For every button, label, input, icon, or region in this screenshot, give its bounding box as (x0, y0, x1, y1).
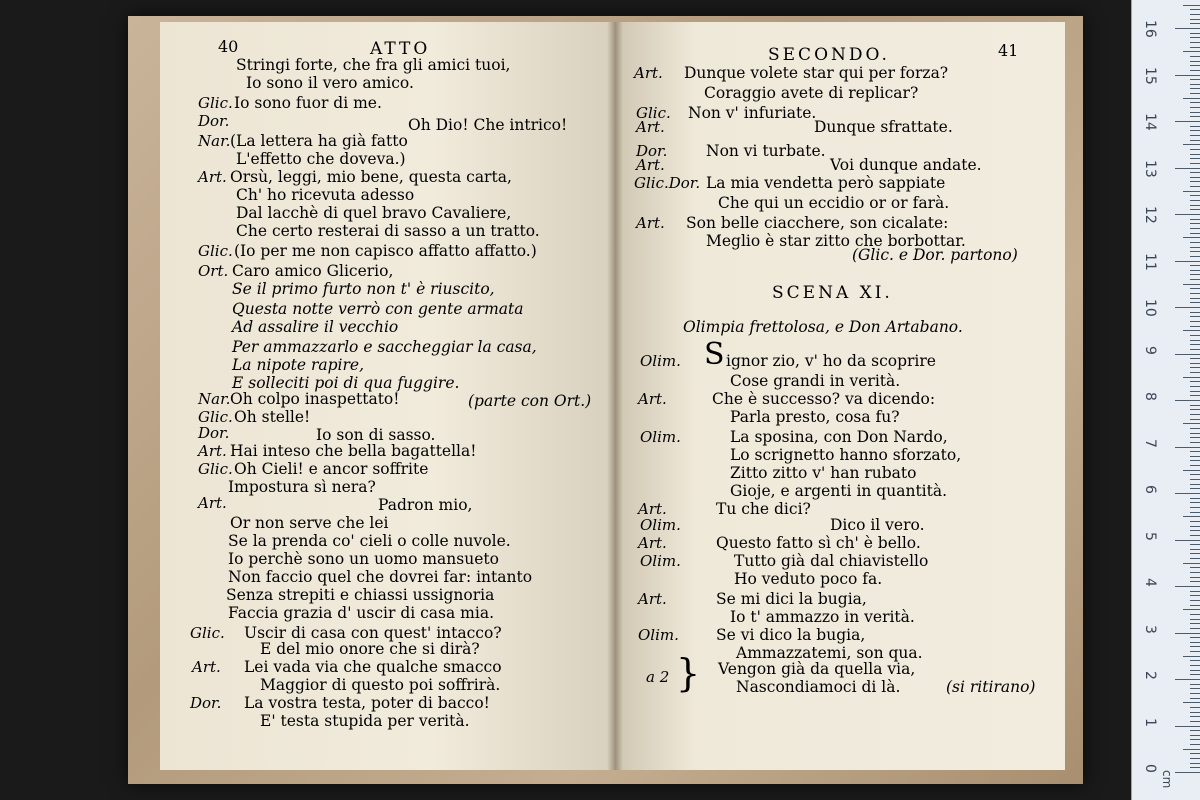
ruler-tick (1190, 23, 1200, 24)
scene-line-speaker: Olim. (640, 516, 681, 534)
ruler-tick (1190, 312, 1200, 313)
scene-line-text: Ammazzatemi, son qua. (736, 644, 923, 662)
left-line-text: Stringi forte, che fra gli amici tuoi, (236, 56, 511, 74)
ruler-tick (1175, 261, 1200, 262)
ruler-tick (1190, 228, 1200, 229)
ruler-tick (1190, 9, 1200, 10)
left-line-text: La vostra testa, poter di bacco! (244, 694, 490, 712)
ruler-tick (1190, 684, 1200, 685)
ruler-tick (1175, 447, 1200, 448)
scene-line-text: Che è successo? va dicendo: (712, 390, 936, 408)
ruler-tick (1190, 302, 1200, 303)
ruler-tick (1190, 526, 1200, 527)
ruler-tick (1190, 642, 1200, 643)
ruler-number: 11 (1142, 252, 1158, 271)
ruler-tick (1190, 372, 1200, 373)
ruler-tick (1190, 670, 1200, 671)
ruler-tick (1190, 293, 1200, 294)
ruler-tick (1175, 540, 1200, 541)
left-page-number: 40 (218, 37, 239, 56)
left-line-text: Uscir di casa con quest' intacco? (244, 624, 502, 642)
ruler-number: 12 (1142, 206, 1158, 224)
ruler-tick (1190, 158, 1200, 159)
scene-line-speaker: Art. (638, 390, 667, 408)
ruler-tick (1190, 507, 1200, 508)
ruler-number: 15 (1142, 66, 1158, 85)
ruler-tick (1190, 591, 1200, 592)
ruler-tick (1190, 549, 1200, 550)
left-line-text: Dal lacchè di quel bravo Cavaliere, (236, 204, 512, 222)
ruler-tick (1190, 84, 1200, 85)
right-line-speaker: Art. (636, 156, 665, 174)
scene-line-speaker: a 2 (646, 668, 670, 686)
ruler-tick (1190, 149, 1200, 150)
ruler-tick (1190, 721, 1200, 722)
left-line-text: Io perchè sono un uomo mansueto (228, 550, 499, 568)
ruler-tick (1183, 563, 1200, 564)
left-line-text: Senza strepiti e chiassi ussignoria (226, 586, 495, 604)
ruler-tick (1183, 516, 1200, 517)
left-line-text: Maggior di questo poi soffrirà. (260, 676, 501, 694)
ruler-tick (1190, 33, 1200, 34)
ruler-tick (1190, 265, 1200, 266)
left-line-text: Oh colpo inaspettato! (230, 390, 400, 408)
ruler-tick (1175, 28, 1200, 29)
ruler-tick (1190, 140, 1200, 141)
ruler-tick (1175, 633, 1200, 634)
scene-line-text: Tutto già dal chiavistello (734, 552, 929, 570)
left-line-text: Caro amico Glicerio, (232, 262, 394, 280)
scene-title: SCENA XI. (772, 283, 893, 303)
ruler-tick (1190, 181, 1200, 182)
scene-line-speaker: Olim. (640, 352, 681, 370)
right-line-text: Non vi turbate. (706, 142, 826, 160)
left-line-text: La nipote rapire, (232, 356, 365, 374)
ruler-tick (1183, 423, 1200, 424)
scene-line-text: Se mi dici la bugia, (716, 590, 867, 608)
left-line-text: Io sono il vero amico. (246, 74, 414, 92)
ruler-tick (1190, 558, 1200, 559)
ruler-tick (1190, 456, 1200, 457)
left-line-text: Oh Cieli! e ancor soffrite (234, 460, 429, 478)
ruler-tick (1190, 553, 1200, 554)
ruler-tick (1190, 535, 1200, 536)
ruler-tick (1190, 395, 1200, 396)
right-line-text: Dunque volete star qui per forza? (684, 64, 949, 82)
ruler-tick (1175, 679, 1200, 680)
ruler-tick (1190, 116, 1200, 117)
left-line-text: Hai inteso che bella bagattella! (230, 442, 477, 460)
right-page-header: SECONDO. (768, 45, 890, 65)
left-line-speaker: Glic. (198, 460, 233, 478)
left-line-speaker: Dor. (198, 112, 230, 130)
left-line-text: Io sono fuor di me. (234, 94, 382, 112)
left-line-text: Ch' ho ricevuta adesso (236, 186, 415, 204)
ruler-tick (1190, 460, 1200, 461)
ruler-tick (1183, 51, 1200, 52)
left-line-text: Lei vada via che qualche smacco (244, 658, 502, 676)
scene-line-text: Nascondiamoci di là. (736, 678, 901, 696)
left-line-text: Faccia grazia d' uscir di casa mia. (228, 604, 494, 622)
ruler-tick (1190, 177, 1200, 178)
ruler-tick (1190, 93, 1200, 94)
left-line-speaker: Art. (198, 494, 227, 512)
ruler-tick (1190, 414, 1200, 415)
ruler-tick (1190, 344, 1200, 345)
scene-line-speaker: Art. (638, 590, 667, 608)
left-line-speaker: Art. (198, 168, 227, 186)
ruler-number: 2 (1142, 671, 1158, 680)
left-line-text: Oh Dio! Che intrico! (408, 116, 568, 134)
ruler-tick (1190, 65, 1200, 66)
left-line-speaker: Art. (198, 442, 227, 460)
ruler-tick (1190, 674, 1200, 675)
brace-icon: } (676, 651, 701, 695)
ruler-tick (1190, 233, 1200, 234)
ruler-tick (1190, 698, 1200, 699)
ruler-tick (1190, 358, 1200, 359)
ruler-tick (1175, 772, 1200, 773)
measuring-ruler (1131, 0, 1200, 800)
ruler-number: 10 (1142, 299, 1158, 317)
left-line-text: (Io per me non capisco affatto affatto.) (234, 242, 537, 260)
ruler-tick (1190, 19, 1200, 20)
ruler-tick (1190, 637, 1200, 638)
ruler-tick (1190, 712, 1200, 713)
ruler-tick (1190, 437, 1200, 438)
ruler-tick (1190, 530, 1200, 531)
ruler-tick (1190, 274, 1200, 275)
left-line-text: (La lettera ha già fatto (230, 132, 408, 150)
left-line-text: Non faccio quel che dovrei far: intanto (228, 568, 533, 586)
right-line-speaker: Glic.Dor. (634, 174, 701, 192)
ruler-tick (1190, 200, 1200, 201)
ruler-tick (1190, 716, 1200, 717)
left-line-speaker: Glic. (198, 408, 233, 426)
ruler-tick (1175, 493, 1200, 494)
ruler-tick (1190, 88, 1200, 89)
ruler-tick (1190, 126, 1200, 127)
left-line-speaker: Dor. (198, 424, 230, 442)
ruler-tick (1183, 144, 1200, 145)
ruler-number: 4 (1142, 578, 1158, 587)
ruler-tick (1190, 502, 1200, 503)
right-line-text: Dunque sfrattate. (814, 118, 953, 136)
scene-line-text: Ho veduto poco fa. (734, 570, 883, 588)
ruler-tick (1190, 623, 1200, 624)
scene-line-text: Tu che dici? (716, 500, 811, 518)
ruler-tick (1190, 433, 1200, 434)
ruler-tick (1190, 693, 1200, 694)
left-line-text: Oh stelle! (234, 408, 311, 426)
scene-line-text: Vengon già da quella via, (718, 660, 916, 678)
scene-line-text: Io t' ammazzo in verità. (730, 608, 915, 626)
left-line-text: E' testa stupida per verità. (260, 712, 470, 730)
ruler-number: 6 (1142, 485, 1158, 494)
right-line-text: Non v' infuriate. (688, 104, 817, 122)
scene-line-text: Gioje, e argenti in quantità. (730, 482, 948, 500)
left-line-text: Or non serve che lei (230, 514, 389, 532)
ruler-tick (1190, 605, 1200, 606)
left-line-speaker: Glic. (198, 242, 233, 260)
scene-line-text: Zitto zitto v' han rubato (730, 464, 917, 482)
ruler-number: 7 (1142, 438, 1158, 448)
ruler-tick (1175, 726, 1200, 727)
ruler-tick (1183, 5, 1200, 6)
left-line-text: Che certo resterai di sasso a un tratto. (236, 222, 540, 240)
scene-line-text: Dico il vero. (830, 516, 925, 534)
left-line-text: Impostura sì nera? (228, 478, 376, 496)
ruler-number: 1 (1142, 717, 1158, 727)
ruler-tick (1190, 614, 1200, 615)
ruler-tick (1190, 288, 1200, 289)
ruler-tick (1190, 409, 1200, 410)
ruler-tick (1190, 298, 1200, 299)
ruler-tick (1190, 600, 1200, 601)
scene-line-speaker: Art. (638, 534, 667, 552)
ruler-tick (1175, 307, 1200, 308)
ruler-tick (1190, 270, 1200, 271)
scene-line-text: Cose grandi in verità. (730, 372, 901, 390)
ruler-tick (1190, 112, 1200, 113)
ruler-number: 16 (1142, 20, 1158, 38)
scene-line-text: (si ritirano) (946, 678, 1036, 696)
ruler-tick (1190, 349, 1200, 350)
ruler-tick (1190, 735, 1200, 736)
ruler-tick (1190, 247, 1200, 248)
right-line-speaker: Art. (636, 214, 665, 232)
ruler-tick (1190, 465, 1200, 466)
scene-line-text: Se vi dico la bugia, (716, 626, 866, 644)
left-line-text: Per ammazzarlo e saccheggiar la casa, (232, 338, 537, 356)
left-line-text: Io son di sasso. (316, 426, 436, 444)
ruler-tick (1190, 688, 1200, 689)
scene-line-text: La sposina, con Don Nardo, (730, 428, 948, 446)
ruler-tick (1183, 330, 1200, 331)
left-line-text: E solleciti poi di qua fuggire. (232, 374, 460, 392)
ruler-tick (1190, 37, 1200, 38)
left-line-text: Ad assalire il vecchio (232, 318, 399, 336)
ruler-tick (1190, 205, 1200, 206)
ruler-tick (1190, 242, 1200, 243)
scene-line-speaker: Art. (638, 500, 667, 518)
ruler-tick (1190, 651, 1200, 652)
ruler-tick (1190, 428, 1200, 429)
ruler-tick (1190, 340, 1200, 341)
ruler-tick (1190, 209, 1200, 210)
left-line-speaker: Glic. (190, 624, 225, 642)
ruler-tick (1183, 609, 1200, 610)
ruler-tick (1190, 163, 1200, 164)
ruler-tick (1190, 256, 1200, 257)
left-line-speaker: Ort. (198, 262, 229, 280)
ruler-tick (1190, 405, 1200, 406)
ruler-tick (1190, 154, 1200, 155)
right-line-text: Son belle ciacchere, son cicalate: (686, 214, 949, 232)
ruler-tick (1190, 172, 1200, 173)
ruler-number: 13 (1142, 159, 1158, 178)
ruler-tick (1190, 442, 1200, 443)
ruler-tick (1190, 79, 1200, 80)
right-line-text: (Glic. e Dor. partono) (852, 246, 1018, 264)
right-line-text: La mia vendetta però sappiate (706, 174, 946, 192)
ruler-tick (1183, 377, 1200, 378)
ruler-tick (1190, 107, 1200, 108)
ruler-tick (1175, 214, 1200, 215)
ruler-number: 0 (1142, 764, 1158, 773)
ruler-tick (1190, 488, 1200, 489)
ruler-tick (1183, 284, 1200, 285)
ruler-tick (1190, 186, 1200, 187)
ruler-tick (1190, 484, 1200, 485)
ruler-tick (1190, 753, 1200, 754)
ruler-tick (1190, 386, 1200, 387)
left-line-text: Se il primo furto non t' è riuscito, (232, 280, 495, 298)
left-line-text: E del mio onore che si dirà? (260, 640, 480, 658)
right-line-speaker: Art. (636, 118, 665, 136)
right-line-text: Che qui un eccidio or or farà. (718, 194, 950, 212)
ruler-tick (1190, 61, 1200, 62)
ruler-tick (1190, 479, 1200, 480)
scene-line-speaker: Olim. (640, 428, 681, 446)
ruler-tick (1190, 595, 1200, 596)
right-line-speaker: Dor. (636, 142, 668, 160)
right-page-number: 41 (998, 41, 1019, 60)
ruler-tick (1190, 70, 1200, 71)
drop-cap: S (704, 337, 725, 372)
ruler-number: 8 (1142, 392, 1158, 401)
ruler-number: 5 (1142, 531, 1158, 541)
ruler-tick (1190, 419, 1200, 420)
ruler-tick (1190, 42, 1200, 43)
ruler-tick (1190, 628, 1200, 629)
ruler-tick (1190, 512, 1200, 513)
ruler-tick (1190, 544, 1200, 545)
ruler-tick (1190, 135, 1200, 136)
ruler-tick (1190, 367, 1200, 368)
ruler-tick (1175, 586, 1200, 587)
ruler-tick (1183, 702, 1200, 703)
ruler-tick (1190, 451, 1200, 452)
ruler-number: 3 (1142, 624, 1158, 634)
left-line-text: Orsù, leggi, mio bene, questa carta, (230, 168, 512, 186)
scene-subtitle: Olimpia frettolosa, e Don Artabano. (683, 318, 963, 336)
ruler-tick (1190, 219, 1200, 220)
ruler-tick (1190, 14, 1200, 15)
ruler-tick (1183, 191, 1200, 192)
ruler-tick (1190, 707, 1200, 708)
ruler-tick (1175, 400, 1200, 401)
ruler-tick (1190, 47, 1200, 48)
ruler-number: 14 (1142, 113, 1158, 131)
ruler-tick (1190, 730, 1200, 731)
ruler-tick (1190, 758, 1200, 759)
left-line-text: Questa notte verrò con gente armata (232, 300, 524, 318)
right-line-speaker: Glic. (636, 104, 671, 122)
scene-line-text: Lo scrignetto hanno sforzato, (730, 446, 962, 464)
ruler-tick (1190, 326, 1200, 327)
ruler-tick (1190, 660, 1200, 661)
right-line-text: Meglio è star zitto che borbottar. (706, 232, 966, 250)
ruler-tick (1183, 656, 1200, 657)
left-line-speaker: Nar. (198, 132, 231, 150)
ruler-tick (1190, 335, 1200, 336)
left-line-text: Se la prenda co' cieli o colle nuvole. (228, 532, 511, 550)
ruler-tick (1190, 195, 1200, 196)
ruler-tick (1190, 581, 1200, 582)
left-line-text: (parte con Ort.) (468, 392, 592, 410)
scene-line-speaker: Olim. (640, 552, 681, 570)
ruler-tick (1190, 391, 1200, 392)
ruler-tick (1190, 763, 1200, 764)
ruler-tick (1190, 572, 1200, 573)
ruler-tick (1190, 498, 1200, 499)
ruler-tick (1190, 744, 1200, 745)
ruler-tick (1190, 567, 1200, 568)
ruler-tick (1190, 521, 1200, 522)
ruler-tick (1175, 168, 1200, 169)
ruler-tick (1190, 767, 1200, 768)
left-line-speaker: Art. (192, 658, 221, 676)
ruler-tick (1190, 130, 1200, 131)
left-line-text: Padron mio, (378, 496, 473, 514)
ruler-tick (1183, 749, 1200, 750)
ruler-tick (1190, 363, 1200, 364)
ruler-tick (1175, 121, 1200, 122)
ruler-tick (1190, 381, 1200, 382)
ruler-tick (1190, 577, 1200, 578)
ruler-tick (1190, 739, 1200, 740)
book-gutter (607, 22, 623, 770)
left-line-speaker: Nar. (198, 390, 231, 408)
ruler-number: 9 (1142, 345, 1158, 355)
ruler-tick (1190, 251, 1200, 252)
left-page-header: ATTO (370, 39, 431, 59)
scene-line-text: ignor zio, v' ho da scoprire (726, 352, 936, 370)
right-line-text: Voi dunque andate. (830, 156, 982, 174)
ruler-tick (1190, 474, 1200, 475)
left-line-speaker: Dor. (190, 694, 222, 712)
scene-line-text: Parla presto, cosa fu? (730, 408, 900, 426)
ruler-tick (1190, 102, 1200, 103)
ruler-tick (1190, 665, 1200, 666)
ruler-tick (1190, 56, 1200, 57)
ruler-tick (1190, 619, 1200, 620)
ruler-tick (1183, 98, 1200, 99)
ruler-tick (1175, 75, 1200, 76)
ruler-tick (1190, 316, 1200, 317)
ruler-tick (1183, 470, 1200, 471)
left-line-speaker: Glic. (198, 94, 233, 112)
ruler-tick (1175, 354, 1200, 355)
ruler-tick (1190, 223, 1200, 224)
left-line-text: L'effetto che doveva.) (236, 150, 406, 168)
ruler-tick (1190, 279, 1200, 280)
scene-line-text: Questo fatto sì ch' è bello. (716, 534, 921, 552)
ruler-tick (1190, 646, 1200, 647)
right-line-speaker: Art. (634, 64, 663, 82)
right-line-text: Coraggio avete di replicar? (704, 84, 919, 102)
scene-line-speaker: Olim. (638, 626, 679, 644)
ruler-tick (1183, 237, 1200, 238)
ruler-tick (1190, 321, 1200, 322)
ruler-unit: cm (1160, 770, 1174, 789)
